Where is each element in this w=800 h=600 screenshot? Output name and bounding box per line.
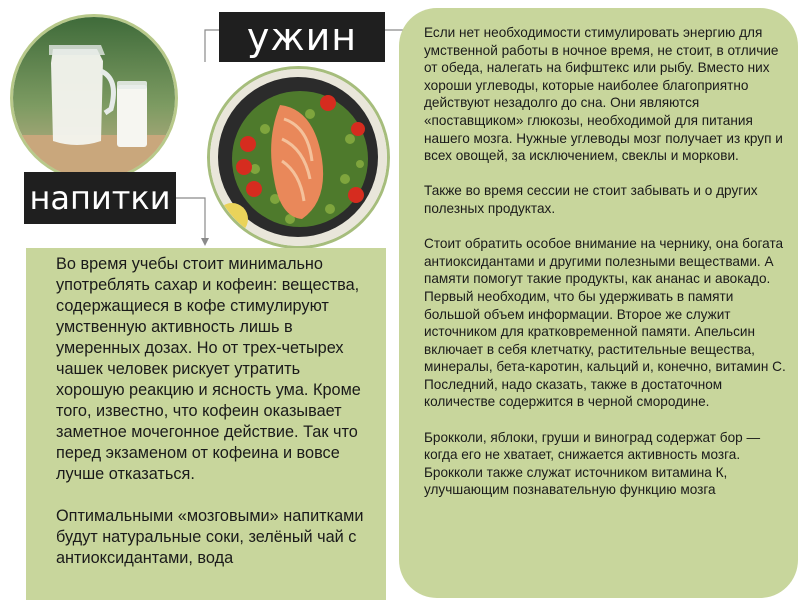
drinks-label: напитки (24, 172, 176, 224)
drinks-text-panel (26, 248, 386, 600)
drinks-paragraph: Оптимальными «мозговыми» напитками будут натуральные соки, зелёный чай с антиоксидантами, вода (56, 507, 364, 567)
dinner-paragraph: Также во время сессии не стоит забывать и о других полезных продуктах. (424, 183, 758, 216)
dinner-paragraph: Брокколи, яблоки, груши и виноград содержат бор — когда его не хватает, снижается активность мозга. Брокколи также служат источником витамина К, улучшающим познавательную функцию мозга (424, 429, 761, 498)
dinner-paragraph: Стоит обратить особое внимание на чернику, она богата антиоксидантами и другими полезными веществами. А памяти помогут такие продукты, как ананас и авокадо. Первый необходим, что бы удерживать в памяти большой объем информации. Второе же служит источником для кратковременной памяти. Апельсин включает в себя клетчатку, растительные вещества, минералы, бета-каротин, кальций и, конечно, витамин С. Последний, надо сказать, также в достаточном количестве содержится в черной смородине. (424, 236, 786, 410)
drinks-photo (10, 14, 178, 182)
dinner-photo (207, 66, 390, 249)
dinner-text-panel (399, 8, 798, 598)
dinner-label: ужин (219, 12, 385, 62)
dinner-paragraph: Если нет необходимости стимулировать энергию для умственной работы в ночное время, не стоит, в отличие от обеда, налегать на бифштекс или рыбу. Вместо них хороши углеводы, которые наиболее благоприятно действуют незадолго до сна. Они являются «поставщиком» глюкозы, необходимой для питания нашего мозга. Нужные углеводы мозг получает из круп и всех овощей, за исключением, свеклы и моркови. (424, 25, 783, 164)
drinks-paragraph: Во время учебы стоит минимально употреблять сахар и кофеин: вещества, содержащиеся в кофе стимулируют умственную активность лишь в умеренных дозах. Но от трех-четырех чашек человек рискует утратить хорошую реакцию и ясность ума. Кроме того, известно, что кофеин оказывает заметное мочегонное действие. Так что перед экзаменом от кофеина и вовсе лучше отказаться. (56, 255, 361, 483)
